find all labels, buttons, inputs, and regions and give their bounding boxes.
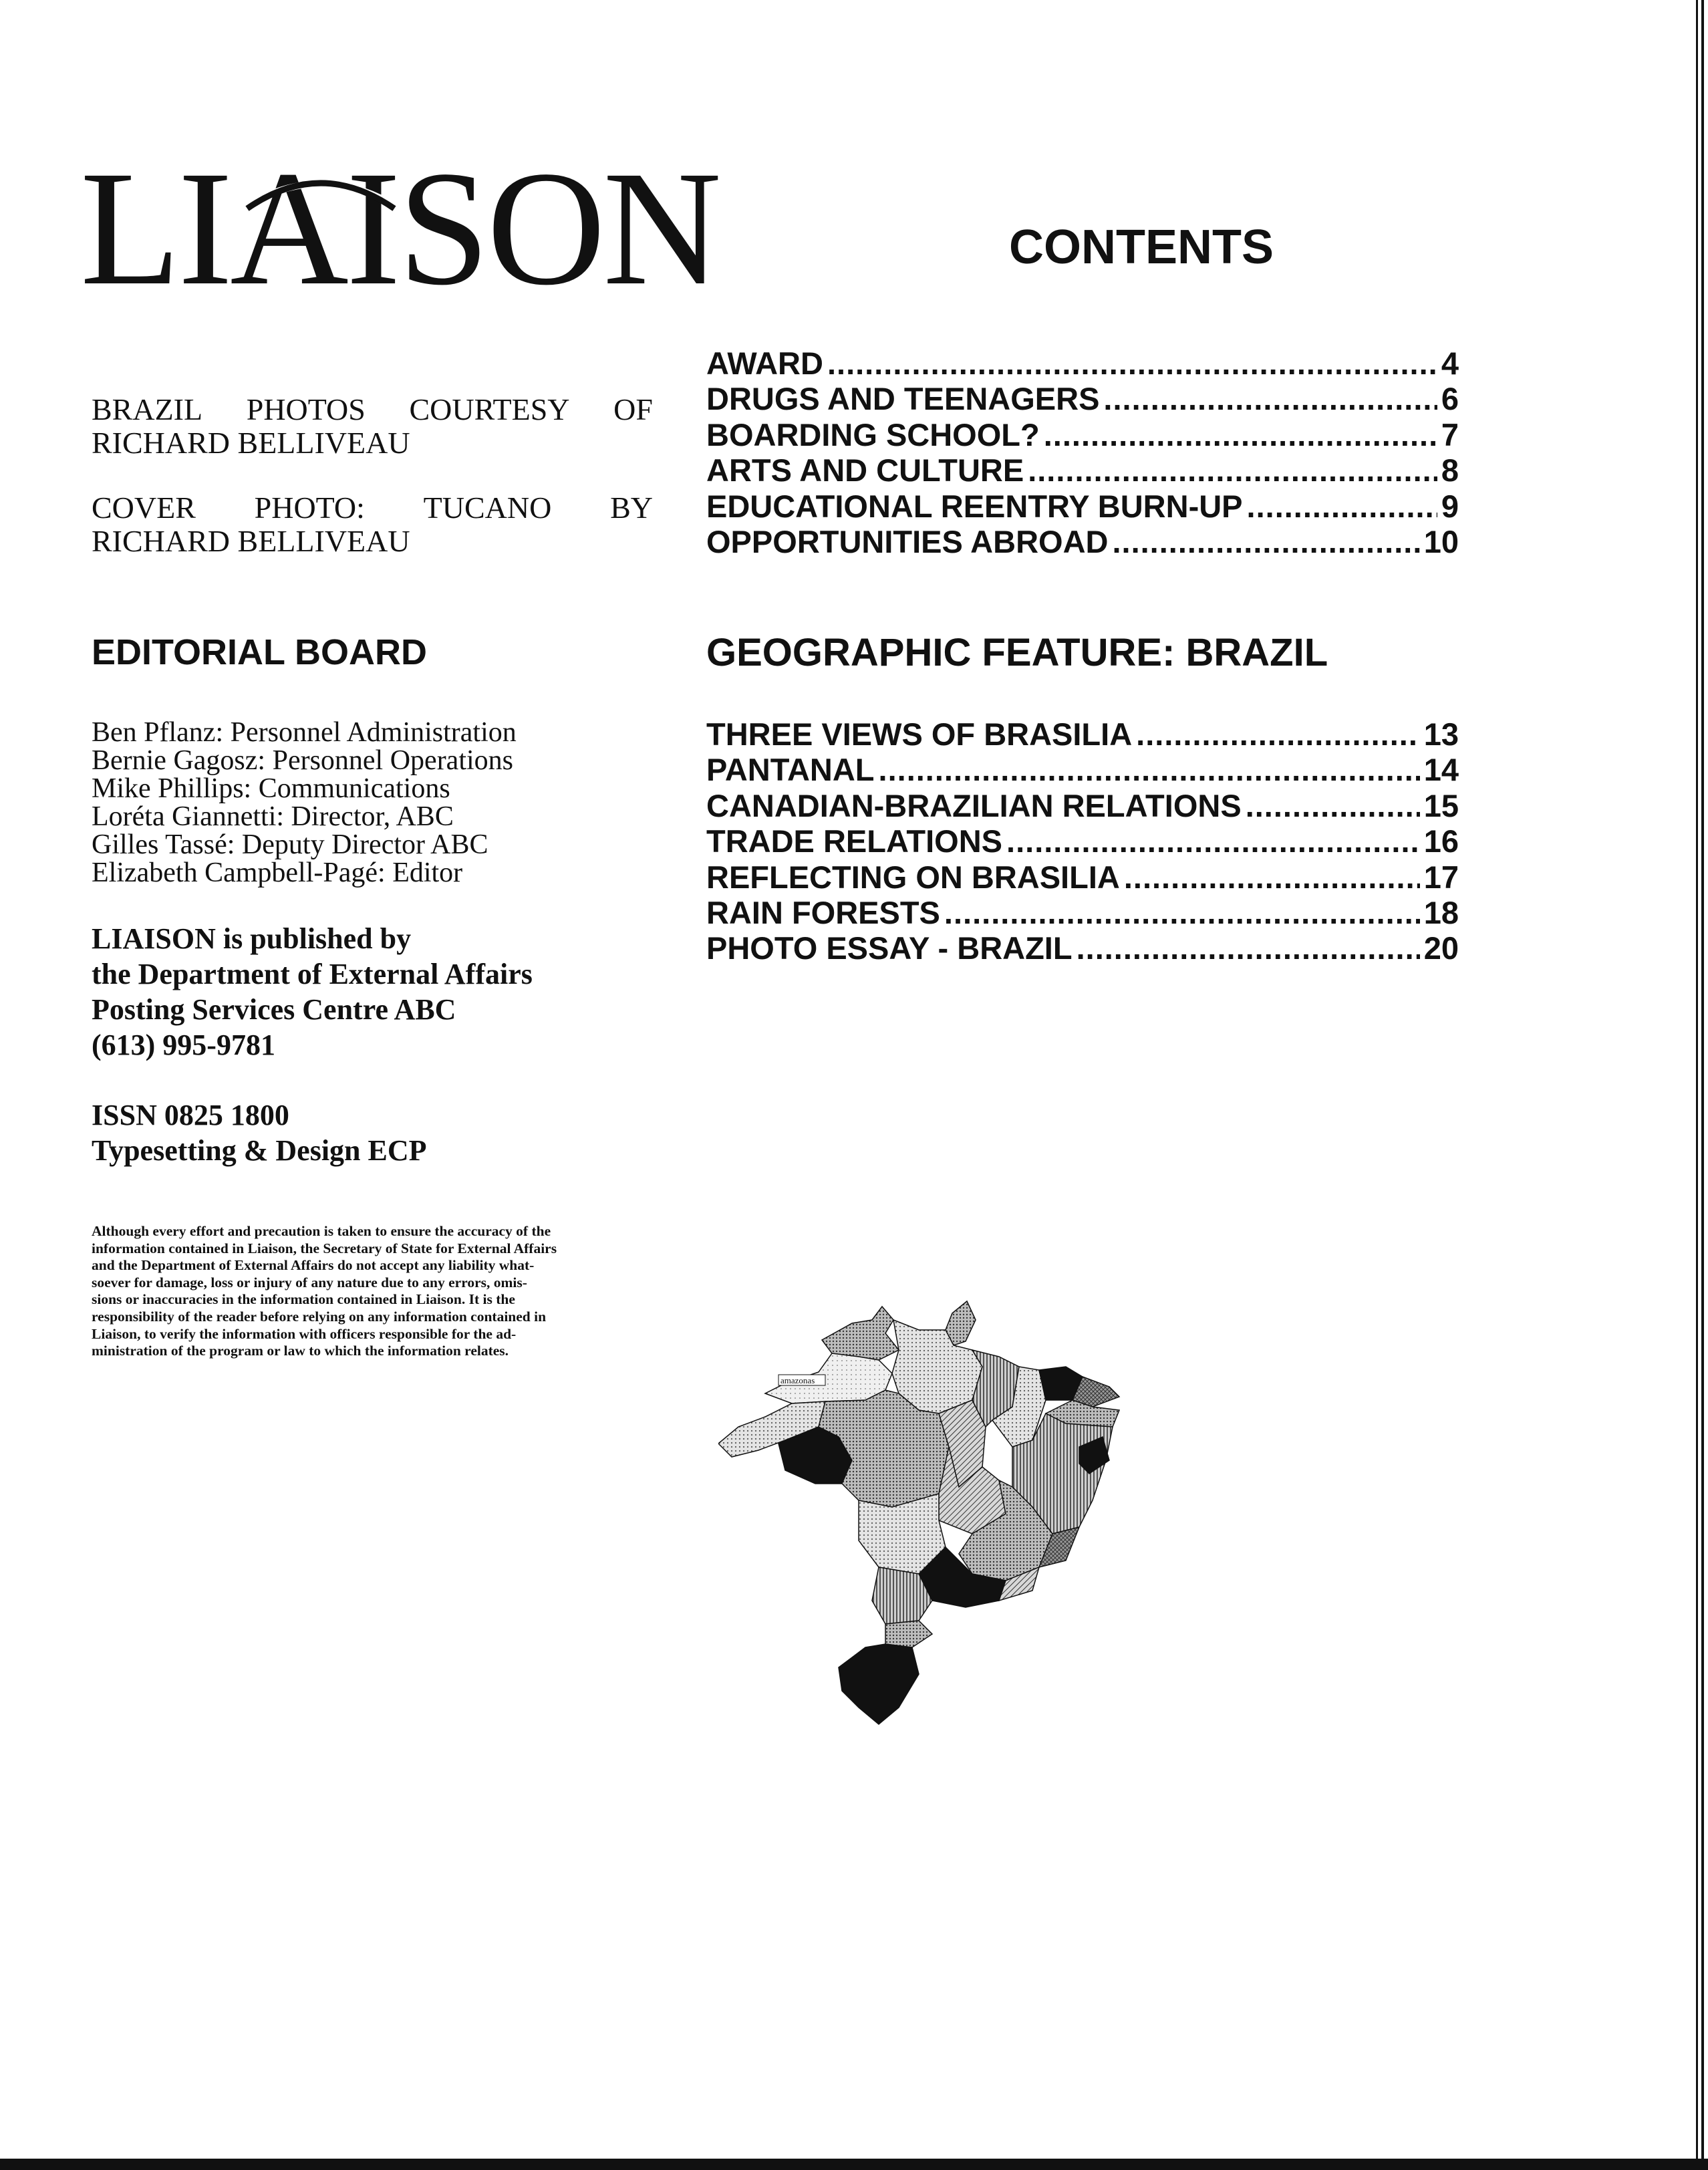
credit-word: PHOTO: xyxy=(254,491,365,525)
toc-leader xyxy=(944,895,1420,930)
toc-title: ARTS AND CULTURE xyxy=(706,452,1024,489)
credit-line: RICHARD BELLIVEAU xyxy=(92,524,410,558)
page-bottom-edge xyxy=(0,2159,1708,2170)
board-member: Mike Phillips: Communications xyxy=(92,773,450,804)
credit-word: BRAZIL xyxy=(92,392,203,426)
toc-title: AWARD xyxy=(706,346,823,381)
contents-list xyxy=(706,346,1459,559)
geographic-feature-heading: GEOGRAPHIC FEATURE: BRAZIL xyxy=(706,631,1328,674)
toc-page-number: 16 xyxy=(1423,823,1459,859)
disclaimer xyxy=(92,1223,646,1360)
toc-leader xyxy=(879,752,1420,787)
liaison-logo: LIAISON xyxy=(80,138,719,319)
toc-entry[interactable] xyxy=(706,823,1459,859)
toc-leader xyxy=(1006,823,1420,859)
toc-entry[interactable] xyxy=(706,788,1459,823)
toc-title: THREE VIEWS OF BRASILIA xyxy=(706,716,1133,752)
toc-title: PHOTO ESSAY - BRAZIL xyxy=(706,930,1073,966)
binding-edge xyxy=(1691,0,1708,2170)
toc-leader xyxy=(1246,788,1420,823)
credit-word: PHOTOS xyxy=(246,392,366,426)
board-member: Ben Pflanz: Personnel Administration xyxy=(92,717,517,748)
feature-contents-list xyxy=(706,716,1459,966)
toc-entry[interactable] xyxy=(706,489,1459,524)
credit-word: OF xyxy=(613,392,653,426)
publisher-info xyxy=(92,921,533,1063)
toc-page-number: 9 xyxy=(1441,488,1459,524)
toc-title: DRUGS AND TEENAGERS xyxy=(706,381,1100,417)
board-member: Loréta Giannetti: Director, ABC xyxy=(92,801,454,832)
editorial-board-heading: EDITORIAL BOARD xyxy=(92,632,428,672)
toc-leader xyxy=(1124,859,1420,895)
issn-info xyxy=(92,1097,427,1168)
board-member: Bernie Gagosz: Personnel Operations xyxy=(92,745,514,776)
toc-leader xyxy=(1247,489,1437,524)
contents-heading: CONTENTS xyxy=(1009,221,1274,274)
issn-number: ISSN 0825 1800 xyxy=(92,1099,289,1131)
toc-entry[interactable] xyxy=(706,452,1459,488)
toc-title: EDUCATIONAL REENTRY BURN-UP xyxy=(706,488,1243,524)
toc-title: PANTANAL xyxy=(706,752,875,788)
toc-title: TRADE RELATIONS xyxy=(706,823,1003,859)
publisher-line: the Department of External Affairs xyxy=(92,958,533,990)
toc-page-number: 6 xyxy=(1441,381,1459,417)
disclaimer-line: Liaison, to verify the information with officers responsible for the ad- xyxy=(92,1325,517,1342)
disclaimer-line: ministration of the program or law to which the information relates. xyxy=(92,1343,509,1359)
disclaimer-line: information contained in Liaison, the Secretary of State for External Affairs xyxy=(92,1240,557,1256)
toc-title: OPPORTUNITIES ABROAD xyxy=(706,524,1109,560)
toc-entry[interactable] xyxy=(706,859,1459,895)
publisher-line: LIAISON is published by xyxy=(92,922,412,955)
toc-page-number: 17 xyxy=(1423,859,1459,895)
toc-page-number: 18 xyxy=(1423,895,1459,931)
toc-entry[interactable] xyxy=(706,524,1459,559)
toc-entry[interactable] xyxy=(706,752,1459,787)
publisher-line: Posting Services Centre ABC xyxy=(92,993,456,1026)
map-label-amazonas: amazonas xyxy=(780,1375,815,1385)
toc-leader xyxy=(1077,930,1420,966)
toc-entry[interactable] xyxy=(706,346,1459,381)
toc-title: RAIN FORESTS xyxy=(706,895,940,931)
credit-word: COVER xyxy=(92,491,196,525)
toc-entry[interactable] xyxy=(706,895,1459,930)
toc-leader xyxy=(1112,524,1419,559)
toc-page-number: 20 xyxy=(1423,930,1459,966)
toc-page-number: 8 xyxy=(1441,452,1459,489)
toc-leader xyxy=(1028,452,1437,488)
board-member: Elizabeth Campbell-Pagé: Editor xyxy=(92,857,463,888)
map-state xyxy=(822,1307,899,1360)
credit-word: BY xyxy=(610,491,653,525)
brazil-photos-credit xyxy=(92,393,653,460)
brazil-map xyxy=(718,1293,1273,1734)
toc-leader xyxy=(1136,716,1420,752)
disclaimer-line: Although every effort and precaution is taken to ensure the accuracy of the xyxy=(92,1223,551,1239)
toc-page-number: 13 xyxy=(1423,716,1459,752)
credit-word: TUCANO xyxy=(423,491,552,525)
disclaimer-line: sions or inaccuracies in the information contained in Liaison. It is the xyxy=(92,1291,515,1308)
publisher-phone: (613) 995-9781 xyxy=(92,1029,275,1061)
toc-entry[interactable] xyxy=(706,716,1459,752)
toc-entry[interactable] xyxy=(706,930,1459,966)
editorial-board-list xyxy=(92,718,517,887)
toc-entry[interactable] xyxy=(706,417,1459,452)
toc-entry[interactable] xyxy=(706,381,1459,416)
toc-title: CANADIAN-BRAZILIAN RELATIONS xyxy=(706,787,1242,823)
toc-title: BOARDING SCHOOL? xyxy=(706,416,1040,452)
map-state xyxy=(885,1621,932,1647)
credit-line: RICHARD BELLIVEAU xyxy=(92,426,410,460)
toc-page-number: 7 xyxy=(1441,416,1459,452)
toc-leader xyxy=(1103,381,1437,416)
disclaimer-line: and the Department of External Affairs do not accept any liability what- xyxy=(92,1257,535,1274)
board-member: Gilles Tassé: Deputy Director ABC xyxy=(92,829,488,860)
toc-page-number: 14 xyxy=(1423,752,1459,788)
toc-page-number: 4 xyxy=(1441,346,1459,381)
cover-photo-credit xyxy=(92,491,653,558)
typesetting-credit: Typesetting & Design ECP xyxy=(92,1134,427,1167)
toc-title: REFLECTING ON BRASILIA xyxy=(706,859,1120,895)
map-state xyxy=(839,1644,919,1724)
disclaimer-line: soever for damage, loss or injury of any nature due to any errors, omis- xyxy=(92,1274,527,1291)
toc-leader xyxy=(1044,417,1437,452)
logo-arch-ornament xyxy=(221,158,421,211)
disclaimer-line: responsibility of the reader before relying on any information contained in xyxy=(92,1308,547,1325)
toc-leader xyxy=(827,346,1437,381)
credit-word: COURTESY xyxy=(409,392,570,426)
toc-page-number: 10 xyxy=(1423,524,1459,560)
toc-page-number: 15 xyxy=(1423,787,1459,823)
